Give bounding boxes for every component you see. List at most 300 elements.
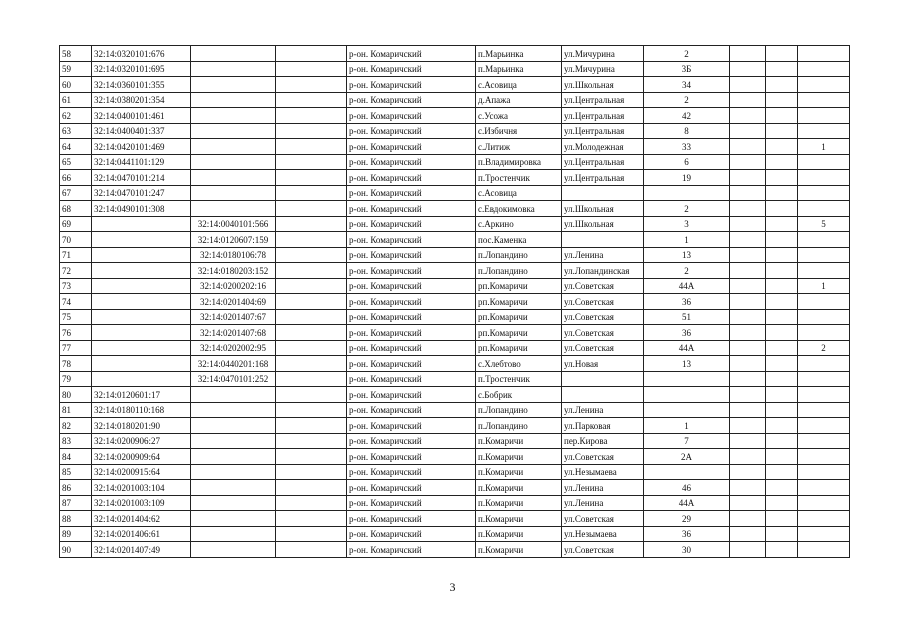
street-cell: ул.Советская <box>562 511 644 527</box>
cadastral-number-cell: 32:14:0470101:214 <box>92 170 191 186</box>
table-row <box>60 480 850 496</box>
region-cell: р-он. Комаричский <box>347 495 476 511</box>
empty-cell <box>766 356 798 372</box>
street-cell: ул.Советская <box>562 542 644 558</box>
street-cell: ул.Новая <box>562 356 644 372</box>
house-number-cell: 42 <box>644 108 730 124</box>
street-cell: ул.Советская <box>562 309 644 325</box>
row-number-cell: 86 <box>60 480 92 496</box>
table-row <box>60 263 850 279</box>
street-cell: ул.Школьная <box>562 201 644 217</box>
empty-cell <box>766 77 798 93</box>
cadastral-number-alt-cell: 32:14:0201407:67 <box>191 309 276 325</box>
row-number-cell: 79 <box>60 371 92 387</box>
house-number-cell <box>644 371 730 387</box>
row-number-cell: 75 <box>60 309 92 325</box>
region-cell: р-он. Комаричский <box>347 511 476 527</box>
empty-cell <box>276 371 347 387</box>
row-number-cell: 61 <box>60 92 92 108</box>
empty-cell <box>276 449 347 465</box>
empty-cell <box>730 46 766 62</box>
empty-cell <box>276 402 347 418</box>
table-row <box>60 216 850 232</box>
house-number-cell <box>644 402 730 418</box>
house-number-cell: 33 <box>644 139 730 155</box>
count-cell: 1 <box>798 278 850 294</box>
count-cell: 2 <box>798 340 850 356</box>
cadastral-number-alt-cell: 32:14:0201407:68 <box>191 325 276 341</box>
cadastral-number-cell <box>92 325 191 341</box>
cadastral-number-cell: 32:14:0320101:695 <box>92 61 191 77</box>
region-cell: р-он. Комаричский <box>347 449 476 465</box>
house-number-cell: 7 <box>644 433 730 449</box>
empty-cell <box>276 418 347 434</box>
region-cell: р-он. Комаричский <box>347 185 476 201</box>
row-number-cell: 60 <box>60 77 92 93</box>
house-number-cell: 30 <box>644 542 730 558</box>
empty-cell <box>730 402 766 418</box>
cadastral-number-cell: 32:14:0201406:61 <box>92 526 191 542</box>
cadastral-number-alt-cell: 32:14:0470101:252 <box>191 371 276 387</box>
table-row <box>60 46 850 62</box>
house-number-cell <box>644 387 730 403</box>
row-number-cell: 87 <box>60 495 92 511</box>
settlement-cell: п.Лопандино <box>476 247 562 263</box>
cadastral-number-alt-cell <box>191 201 276 217</box>
table-row <box>60 309 850 325</box>
count-cell <box>798 402 850 418</box>
cadastral-number-alt-cell <box>191 61 276 77</box>
cadastral-number-cell: 32:14:0441101:129 <box>92 154 191 170</box>
row-number-cell: 90 <box>60 542 92 558</box>
settlement-cell: п.Лопандино <box>476 418 562 434</box>
region-cell: р-он. Комаричский <box>347 464 476 480</box>
empty-cell <box>766 542 798 558</box>
cadastral-number-alt-cell <box>191 77 276 93</box>
cadastral-number-alt-cell <box>191 185 276 201</box>
region-cell: р-он. Комаричский <box>347 61 476 77</box>
cadastral-number-cell: 32:14:0180201:90 <box>92 418 191 434</box>
empty-cell <box>730 139 766 155</box>
cadastral-number-cell <box>92 309 191 325</box>
street-cell: ул.Советская <box>562 278 644 294</box>
settlement-cell: п.Лопандино <box>476 263 562 279</box>
cadastral-number-alt-cell <box>191 449 276 465</box>
empty-cell <box>276 247 347 263</box>
empty-cell <box>276 309 347 325</box>
empty-cell <box>730 201 766 217</box>
row-number-cell: 84 <box>60 449 92 465</box>
cadastral-number-alt-cell <box>191 108 276 124</box>
empty-cell <box>766 154 798 170</box>
row-number-cell: 85 <box>60 464 92 480</box>
street-cell: ул.Незымаева <box>562 526 644 542</box>
empty-cell <box>276 278 347 294</box>
street-cell: ул.Советская <box>562 294 644 310</box>
settlement-cell: п.Комаричи <box>476 480 562 496</box>
count-cell: 1 <box>798 139 850 155</box>
cadastral-number-cell: 32:14:0201407:49 <box>92 542 191 558</box>
empty-cell <box>730 449 766 465</box>
page-number: 3 <box>449 580 456 594</box>
empty-cell <box>730 154 766 170</box>
cadastral-number-alt-cell: 32:14:0202002:95 <box>191 340 276 356</box>
count-cell <box>798 449 850 465</box>
cadastral-number-cell: 32:14:0201404:62 <box>92 511 191 527</box>
cadastral-number-alt-cell: 32:14:0040101:566 <box>191 216 276 232</box>
cadastral-number-alt-cell <box>191 92 276 108</box>
empty-cell <box>766 185 798 201</box>
empty-cell <box>276 139 347 155</box>
table-body <box>60 46 850 558</box>
count-cell <box>798 108 850 124</box>
street-cell: ул.Центральная <box>562 154 644 170</box>
street-cell: ул.Ленина <box>562 480 644 496</box>
street-cell: ул.Школьная <box>562 77 644 93</box>
table-row <box>60 449 850 465</box>
empty-cell <box>276 464 347 480</box>
row-number-cell: 74 <box>60 294 92 310</box>
empty-cell <box>276 123 347 139</box>
street-cell: пер.Кирова <box>562 433 644 449</box>
empty-cell <box>766 418 798 434</box>
house-number-cell <box>644 185 730 201</box>
street-cell <box>562 232 644 248</box>
empty-cell <box>730 433 766 449</box>
region-cell: р-он. Комаричский <box>347 294 476 310</box>
region-cell: р-он. Комаричский <box>347 526 476 542</box>
row-number-cell: 73 <box>60 278 92 294</box>
table-row <box>60 356 850 372</box>
count-cell <box>798 464 850 480</box>
empty-cell <box>730 108 766 124</box>
settlement-cell: д.Апажа <box>476 92 562 108</box>
row-number-cell: 59 <box>60 61 92 77</box>
region-cell: р-он. Комаричский <box>347 154 476 170</box>
empty-cell <box>730 464 766 480</box>
count-cell <box>798 325 850 341</box>
cadastral-number-cell <box>92 356 191 372</box>
empty-cell <box>766 139 798 155</box>
house-number-cell: 3Б <box>644 61 730 77</box>
empty-cell <box>766 61 798 77</box>
cadastral-number-alt-cell <box>191 542 276 558</box>
row-number-cell: 72 <box>60 263 92 279</box>
settlement-cell: с.Асовица <box>476 185 562 201</box>
count-cell <box>798 46 850 62</box>
count-cell <box>798 387 850 403</box>
region-cell: р-он. Комаричский <box>347 108 476 124</box>
street-cell <box>562 185 644 201</box>
empty-cell <box>730 325 766 341</box>
cadastral-number-cell: 32:14:0400101:461 <box>92 108 191 124</box>
property-register-table <box>59 45 850 558</box>
empty-cell <box>730 77 766 93</box>
house-number-cell: 8 <box>644 123 730 139</box>
empty-cell <box>766 92 798 108</box>
empty-cell <box>766 108 798 124</box>
street-cell: ул.Мичурина <box>562 61 644 77</box>
region-cell: р-он. Комаричский <box>347 278 476 294</box>
table-row <box>60 61 850 77</box>
empty-cell <box>766 511 798 527</box>
cadastral-number-alt-cell <box>191 433 276 449</box>
table-row <box>60 170 850 186</box>
row-number-cell: 68 <box>60 201 92 217</box>
street-cell: ул.Ленина <box>562 247 644 263</box>
table-row <box>60 154 850 170</box>
empty-cell <box>276 216 347 232</box>
settlement-cell: п.Тростенчик <box>476 170 562 186</box>
count-cell <box>798 542 850 558</box>
cadastral-number-alt-cell <box>191 464 276 480</box>
count-cell <box>798 201 850 217</box>
count-cell <box>798 77 850 93</box>
empty-cell <box>766 449 798 465</box>
street-cell <box>562 387 644 403</box>
count-cell <box>798 526 850 542</box>
region-cell: р-он. Комаричский <box>347 247 476 263</box>
cadastral-number-alt-cell <box>191 170 276 186</box>
region-cell: р-он. Комаричский <box>347 371 476 387</box>
empty-cell <box>730 356 766 372</box>
house-number-cell: 29 <box>644 511 730 527</box>
house-number-cell: 2 <box>644 92 730 108</box>
cadastral-number-cell: 32:14:0201003:109 <box>92 495 191 511</box>
street-cell: ул.Советская <box>562 449 644 465</box>
row-number-cell: 77 <box>60 340 92 356</box>
empty-cell <box>276 511 347 527</box>
empty-cell <box>276 232 347 248</box>
house-number-cell <box>644 464 730 480</box>
street-cell: ул.Центральная <box>562 123 644 139</box>
empty-cell <box>766 480 798 496</box>
row-number-cell: 78 <box>60 356 92 372</box>
empty-cell <box>730 542 766 558</box>
count-cell <box>798 371 850 387</box>
cadastral-number-cell <box>92 294 191 310</box>
empty-cell <box>766 495 798 511</box>
region-cell: р-он. Комаричский <box>347 123 476 139</box>
region-cell: р-он. Комаричский <box>347 340 476 356</box>
cadastral-number-cell: 32:14:0400401:337 <box>92 123 191 139</box>
house-number-cell: 19 <box>644 170 730 186</box>
settlement-cell: с.Хлебтово <box>476 356 562 372</box>
settlement-cell: п.Комаричи <box>476 464 562 480</box>
table-row <box>60 418 850 434</box>
region-cell: р-он. Комаричский <box>347 77 476 93</box>
row-number-cell: 63 <box>60 123 92 139</box>
settlement-cell: с.Бобрик <box>476 387 562 403</box>
region-cell: р-он. Комаричский <box>347 325 476 341</box>
empty-cell <box>766 340 798 356</box>
empty-cell <box>766 402 798 418</box>
empty-cell <box>730 480 766 496</box>
count-cell <box>798 61 850 77</box>
count-cell <box>798 356 850 372</box>
street-cell: ул.Советская <box>562 325 644 341</box>
row-number-cell: 71 <box>60 247 92 263</box>
house-number-cell: 51 <box>644 309 730 325</box>
cadastral-number-cell <box>92 247 191 263</box>
empty-cell <box>766 325 798 341</box>
count-cell <box>798 480 850 496</box>
empty-cell <box>730 123 766 139</box>
cadastral-number-alt-cell <box>191 139 276 155</box>
table-row <box>60 232 850 248</box>
region-cell: р-он. Комаричский <box>347 139 476 155</box>
row-number-cell: 70 <box>60 232 92 248</box>
settlement-cell: п.Владимировка <box>476 154 562 170</box>
empty-cell <box>730 216 766 232</box>
region-cell: р-он. Комаричский <box>347 418 476 434</box>
settlement-cell: п.Тростенчик <box>476 371 562 387</box>
settlement-cell: п.Комаричи <box>476 511 562 527</box>
region-cell: р-он. Комаричский <box>347 542 476 558</box>
row-number-cell: 81 <box>60 402 92 418</box>
cadastral-number-alt-cell: 32:14:0180203:152 <box>191 263 276 279</box>
empty-cell <box>730 247 766 263</box>
empty-cell <box>730 309 766 325</box>
house-number-cell: 2 <box>644 263 730 279</box>
empty-cell <box>276 154 347 170</box>
region-cell: р-он. Комаричский <box>347 433 476 449</box>
settlement-cell: пос.Каменка <box>476 232 562 248</box>
settlement-cell: с.Усожа <box>476 108 562 124</box>
empty-cell <box>766 170 798 186</box>
cadastral-number-alt-cell <box>191 495 276 511</box>
cadastral-number-cell: 32:14:0180110:168 <box>92 402 191 418</box>
empty-cell <box>766 247 798 263</box>
settlement-cell: п.Комаричи <box>476 542 562 558</box>
empty-cell <box>730 495 766 511</box>
count-cell <box>798 232 850 248</box>
cadastral-number-cell: 32:14:0201003:104 <box>92 480 191 496</box>
count-cell <box>798 170 850 186</box>
empty-cell <box>730 387 766 403</box>
house-number-cell: 36 <box>644 325 730 341</box>
empty-cell <box>766 46 798 62</box>
region-cell: р-он. Комаричский <box>347 309 476 325</box>
count-cell <box>798 92 850 108</box>
empty-cell <box>276 480 347 496</box>
cadastral-number-cell <box>92 216 191 232</box>
count-cell <box>798 309 850 325</box>
empty-cell <box>276 92 347 108</box>
empty-cell <box>730 170 766 186</box>
region-cell: р-он. Комаричский <box>347 263 476 279</box>
row-number-cell: 58 <box>60 46 92 62</box>
cadastral-number-cell: 32:14:0360101:355 <box>92 77 191 93</box>
settlement-cell: с.Литиж <box>476 139 562 155</box>
count-cell <box>798 418 850 434</box>
table-row <box>60 387 850 403</box>
table-row <box>60 108 850 124</box>
row-number-cell: 80 <box>60 387 92 403</box>
table-row <box>60 526 850 542</box>
empty-cell <box>730 278 766 294</box>
empty-cell <box>766 433 798 449</box>
cadastral-number-alt-cell <box>191 46 276 62</box>
table-row <box>60 139 850 155</box>
empty-cell <box>276 263 347 279</box>
street-cell: ул.Молодежная <box>562 139 644 155</box>
count-cell <box>798 263 850 279</box>
cadastral-number-alt-cell: 32:14:0200202:16 <box>191 278 276 294</box>
empty-cell <box>276 46 347 62</box>
row-number-cell: 66 <box>60 170 92 186</box>
row-number-cell: 64 <box>60 139 92 155</box>
count-cell: 5 <box>798 216 850 232</box>
empty-cell <box>730 340 766 356</box>
cadastral-number-alt-cell <box>191 480 276 496</box>
table-row <box>60 402 850 418</box>
empty-cell <box>766 278 798 294</box>
empty-cell <box>766 201 798 217</box>
count-cell <box>798 185 850 201</box>
row-number-cell: 76 <box>60 325 92 341</box>
settlement-cell: рп.Комаричи <box>476 309 562 325</box>
empty-cell <box>276 356 347 372</box>
house-number-cell: 44А <box>644 340 730 356</box>
street-cell: ул.Лопандинская <box>562 263 644 279</box>
row-number-cell: 88 <box>60 511 92 527</box>
count-cell <box>798 123 850 139</box>
table-row <box>60 511 850 527</box>
empty-cell <box>276 61 347 77</box>
settlement-cell: с.Асовица <box>476 77 562 93</box>
house-number-cell: 46 <box>644 480 730 496</box>
cadastral-number-alt-cell <box>191 526 276 542</box>
settlement-cell: рп.Комаричи <box>476 278 562 294</box>
count-cell <box>798 154 850 170</box>
empty-cell <box>276 433 347 449</box>
empty-cell <box>730 371 766 387</box>
settlement-cell: рп.Комаричи <box>476 294 562 310</box>
cadastral-number-alt-cell <box>191 154 276 170</box>
empty-cell <box>766 309 798 325</box>
settlement-cell: п.Комаричи <box>476 526 562 542</box>
cadastral-number-cell: 32:14:0200915:64 <box>92 464 191 480</box>
row-number-cell: 82 <box>60 418 92 434</box>
street-cell: ул.Школьная <box>562 216 644 232</box>
table-row <box>60 371 850 387</box>
empty-cell <box>276 170 347 186</box>
street-cell: ул.Центральная <box>562 108 644 124</box>
table-row <box>60 185 850 201</box>
empty-cell <box>730 418 766 434</box>
empty-cell <box>766 387 798 403</box>
cadastral-number-alt-cell: 32:14:0201404:69 <box>191 294 276 310</box>
table-row <box>60 433 850 449</box>
settlement-cell: п.Лопандино <box>476 402 562 418</box>
house-number-cell: 36 <box>644 294 730 310</box>
empty-cell <box>730 294 766 310</box>
street-cell: ул.Ленина <box>562 402 644 418</box>
cadastral-number-cell: 32:14:0200906:27 <box>92 433 191 449</box>
table-row <box>60 325 850 341</box>
house-number-cell: 2 <box>644 201 730 217</box>
cadastral-number-alt-cell: 32:14:0120607:159 <box>191 232 276 248</box>
settlement-cell: п.Комаричи <box>476 449 562 465</box>
empty-cell <box>276 325 347 341</box>
empty-cell <box>276 294 347 310</box>
table-row <box>60 340 850 356</box>
table-row <box>60 464 850 480</box>
cadastral-number-cell: 32:14:0200909:64 <box>92 449 191 465</box>
empty-cell <box>730 92 766 108</box>
empty-cell <box>276 542 347 558</box>
